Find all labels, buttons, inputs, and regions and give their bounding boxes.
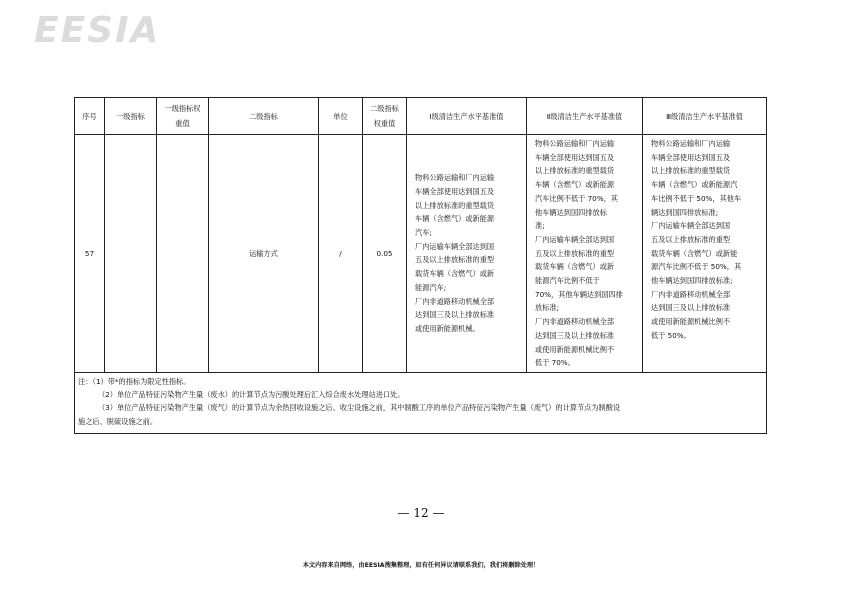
benchmark-text-line: 70%，其他车辆达到国四排: [535, 289, 623, 299]
benchmark-text-line: 或使用新能源机械比例不: [535, 344, 615, 354]
benchmark-text-line: 或使用新能源机械。: [415, 323, 480, 333]
header-unit: 单位: [319, 98, 363, 135]
eesia-logo: EESIA: [34, 10, 161, 51]
benchmark-text-line: 能源汽车比例不低于: [535, 276, 600, 286]
benchmark-text-line: 厂内非道路移动机械全部: [535, 317, 615, 327]
benchmark-text-line: 放标准;: [535, 303, 559, 313]
benchmark-text-line: 他车辆达到国四排放标准;: [651, 276, 733, 286]
benchmark-text-line: 辆达到国四排放标准;: [651, 207, 719, 217]
benchmark-text-line: 物料公路运输和厂内运输: [415, 173, 495, 183]
benchmark-text-line: 载货车辆（含燃气）或新: [535, 262, 615, 272]
cell-level1-weight: [157, 135, 209, 373]
benchmark-text-line: 载货车辆（含燃气）或新能: [651, 248, 738, 258]
cell-unit: /: [319, 135, 363, 373]
cell-benchmark-2: [527, 135, 643, 373]
benchmark-text-line: 车辆（含燃气）或新能源: [535, 180, 615, 190]
benchmark-text-line: 厂内运输车辆全部达到国: [415, 241, 495, 251]
benchmark-text-line: 物料公路运输和厂内运输: [535, 139, 615, 148]
header-level2-indicator: 二级指标: [209, 98, 319, 135]
benchmark-text-line: 厂内非道路移动机械全部: [651, 289, 731, 299]
benchmark-table: [74, 97, 767, 434]
header-serial: 序号: [75, 98, 105, 135]
page-number: — 12 —: [397, 506, 445, 520]
benchmark-text-line: 车比例不低于 50%，其他车: [651, 193, 742, 203]
footer-disclaimer: 本文内容来自网络，由EESIA搜集整理，如有任何异议请联系我们，我们将删除处理！: [302, 562, 540, 569]
table-header-row: [75, 98, 767, 135]
benchmark-text-line: 车辆（含燃气）或新能源汽: [651, 180, 738, 190]
header-benchmark-2: Ⅱ级清洁生产水平基准值: [527, 98, 643, 135]
note-1: 注：（1）带*的指标为限定性指标。: [78, 376, 191, 386]
note-3: （3）单位产品特征污染物产生量（废气）的计算节点为余热回收设施之后、收尘设施之前，其中制酸工序的单位产品特征污染物产生量（废气）的计算节点为制酸设: [98, 403, 621, 413]
benchmark-text-line: 以上排放标准的重型载货: [535, 166, 615, 176]
cell-level2-indicator: 运输方式: [209, 135, 319, 373]
table-row: [75, 135, 767, 373]
benchmark-text-line: 达到国三及以上排放标准: [651, 303, 731, 313]
benchmark-text-line: 低于 50%。: [651, 330, 691, 340]
header-level1-weight: 一级指标权重值: [157, 98, 209, 135]
benchmark-text-line: 汽车比例不低于 70%，其: [535, 193, 618, 203]
benchmark-text-line: 达到国三及以上排放标准: [535, 330, 615, 340]
benchmark-text-line: 厂内非道路移动机械全部: [415, 296, 495, 306]
benchmark-text-line: 车辆（含燃气）或新能源: [415, 214, 495, 224]
header-level1-indicator: 一级指标: [105, 98, 157, 135]
cell-level1-indicator: [105, 135, 157, 373]
benchmark-text-line: 以上排放标准的重型载货: [415, 200, 495, 210]
benchmark-text-line: 以上排放标准的重型载货: [651, 166, 731, 176]
benchmark-text-line: 低于 70%。: [535, 358, 575, 368]
benchmark-text-line: 厂内运输车辆全部达到国: [535, 234, 615, 244]
benchmark-text-line: 载货车辆（含燃气）或新: [415, 269, 495, 279]
cell-serial: 57: [75, 135, 105, 373]
benchmark-text-line: 车辆全部使用达到国五及: [535, 152, 615, 162]
benchmark-text-line: 五及以上排放标准的重型: [535, 248, 615, 258]
benchmark-text-line: 或使用新能源机械比例不: [651, 317, 731, 327]
benchmark-text-line: 汽车;: [415, 228, 432, 238]
benchmark-text-line: 源汽车比例不低于 50%，其: [651, 262, 742, 272]
benchmark-text-line: 达到国三及以上排放标准: [415, 310, 495, 320]
benchmark-text-line: 车辆全部使用达到国五及: [415, 186, 495, 196]
cell-benchmark-3: [643, 135, 767, 373]
benchmark-text-line: 厂内运输车辆全部达到国: [651, 221, 731, 231]
cell-level2-weight: 0.05: [363, 135, 407, 373]
header-level2-weight: 二级指标权重值: [363, 98, 407, 135]
benchmark-text-line: 准;: [535, 221, 545, 231]
notes-row: [75, 372, 767, 433]
benchmark-text-line: 能源汽车;: [415, 282, 447, 292]
header-benchmark-1: Ⅰ级清洁生产水平基准值: [407, 98, 527, 135]
note-2: （2）单位产品特征污染物产生量（废水）的计算节点为污酸处理后汇入综合废水处理站进口处。: [98, 390, 405, 400]
benchmark-text-line: 五及以上排放标准的重型: [651, 234, 731, 244]
notes-cell: [75, 372, 767, 433]
benchmark-text-line: 五及以上排放标准的重型: [415, 255, 495, 265]
note-3-continued: 施之后、脱硫设施之前。: [78, 416, 158, 426]
benchmark-text-line: 车辆全部使用达到国五及: [651, 152, 731, 162]
header-benchmark-3: Ⅲ级清洁生产水平基准值: [643, 98, 767, 135]
benchmark-text-line: 他车辆达到国四排放标: [535, 207, 607, 217]
cell-benchmark-1: [407, 135, 527, 373]
benchmark-text-line: 物料公路运输和厂内运输: [651, 139, 731, 148]
